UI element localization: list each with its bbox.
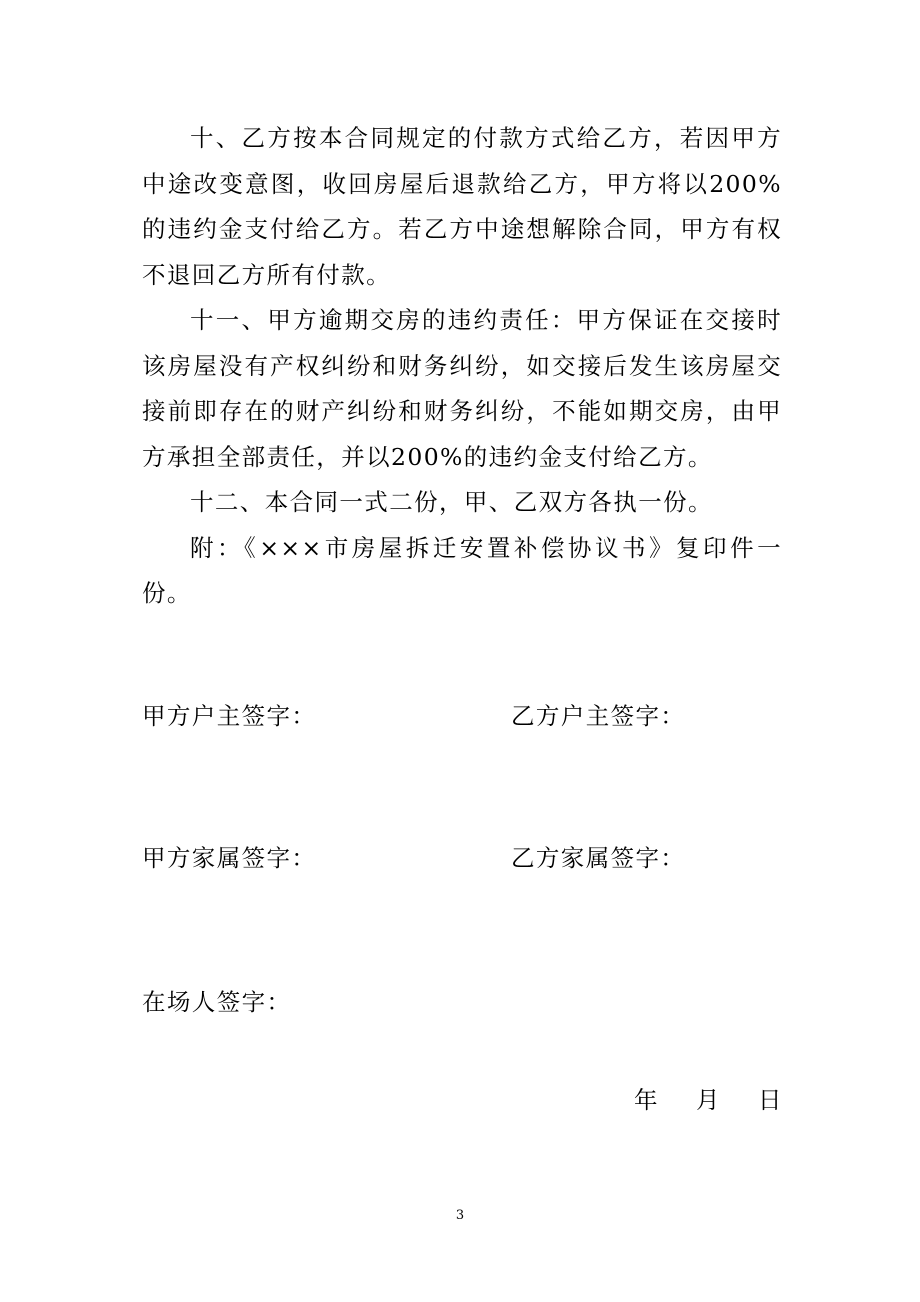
clause-eleven: 十一、甲方逾期交房的违约责任：甲方保证在交接时该房屋没有产权纠纷和财务纠纷，如交接后发生该房屋交接前即存在的财产纠纷和财务纠纷，不能如期交房，由甲方承担全部责任，并以200%的违约金支付给乙方。: [142, 306, 782, 471]
owner-signature-row: [142, 696, 782, 736]
date-month-label: 月: [696, 1086, 720, 1114]
clause-ten: 十、乙方按本合同规定的付款方式给乙方，若因甲方中途改变意图，收回房屋后退款给乙方，甲方将以200%的违约金支付给乙方。若乙方中途想解除合同，甲方有权不退回乙方所有付款。: [142, 124, 782, 289]
attachment-note: 附：《×××市房屋拆迁安置补偿协议书》复印件一份。: [142, 533, 782, 607]
date-year-label: 年: [634, 1086, 658, 1114]
party-b-family-signature-label: 乙方家属签字：: [511, 844, 686, 872]
family-signature-row: [142, 838, 782, 878]
contract-clauses: [142, 116, 782, 617]
clause-twelve: 十二、本合同一式二份，甲、乙双方各执一份。: [190, 488, 713, 516]
witness-signature-row: [142, 982, 782, 1022]
signing-date: [634, 1080, 794, 1120]
page-number: 3: [455, 1208, 465, 1223]
party-a-owner-signature-label: 甲方户主签字：: [142, 702, 317, 730]
date-day-label: 日: [758, 1086, 782, 1114]
party-a-family-signature-label: 甲方家属签字：: [142, 844, 317, 872]
witness-signature-label: 在场人签字：: [142, 988, 292, 1016]
party-b-owner-signature-label: 乙方户主签字：: [511, 702, 686, 730]
